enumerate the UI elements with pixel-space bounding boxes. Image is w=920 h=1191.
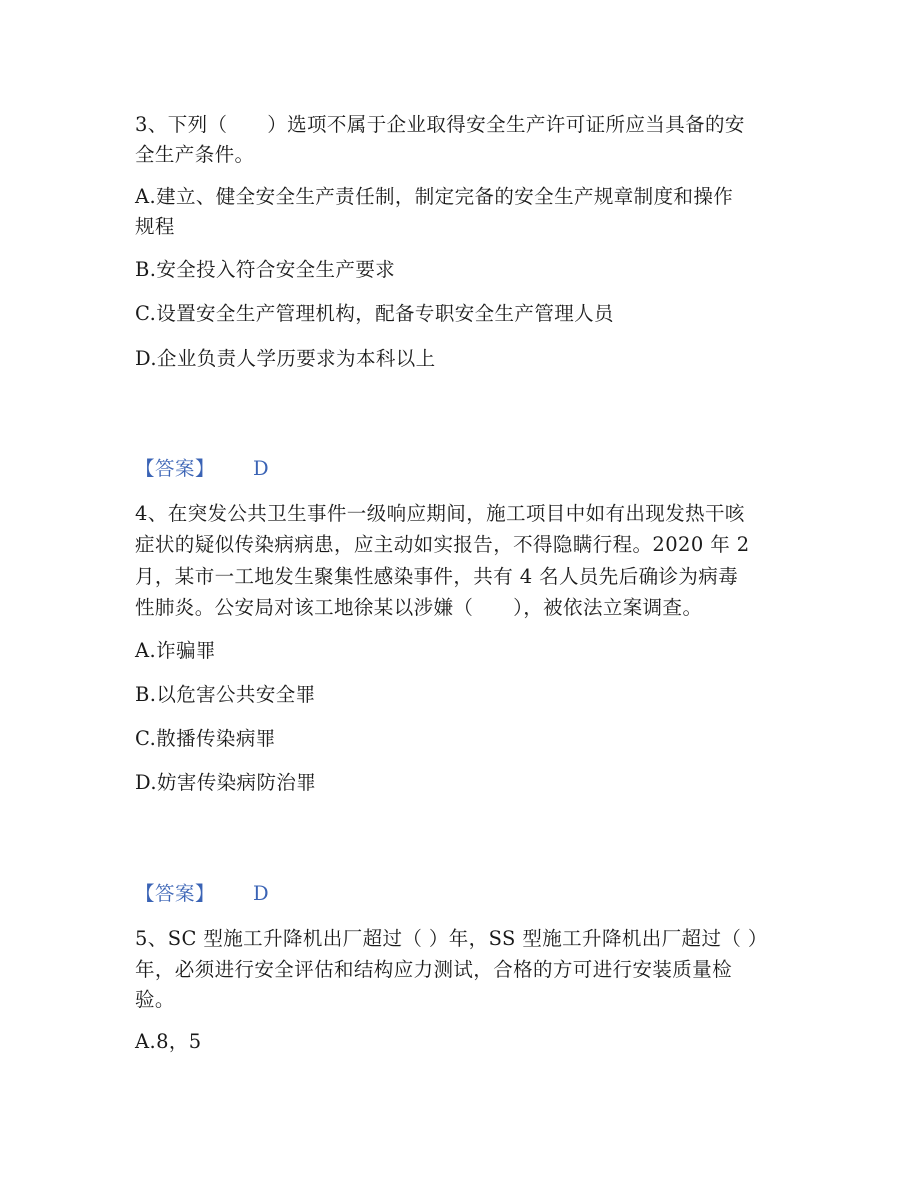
q5-stem-line-2: 年，必须进行安全评估和结构应力测试，合格的方可进行安装质量检 (135, 958, 733, 981)
q5-option-a: A.8，5 (135, 1030, 202, 1053)
q3-option-a-line-2: 规程 (135, 215, 175, 238)
q3-option-a-line-1: A.建立、健全安全生产责任制，制定完备的安全生产规章制度和操作 (135, 185, 734, 208)
q5-stem-line-3: 验。 (135, 988, 175, 1011)
q4-stem-line-4: 性肺炎。公安局对该工地徐某以涉嫌（ ），被依法立案调查。 (135, 596, 703, 619)
q3-option-b: B.安全投入符合安全生产要求 (135, 258, 396, 281)
q3-option-d: D.企业负责人学历要求为本科以上 (135, 347, 436, 370)
q4-stem-line-2: 症状的疑似传染病病患，应主动如实报告，不得隐瞒行程。2020 年 2 (135, 533, 750, 556)
q4-answer-value: D (253, 882, 269, 905)
q3-answer (135, 455, 269, 483)
q4-answer-tag: 【答案】 (135, 882, 216, 905)
q4-stem-line-3: 月，某市一工地发生聚集性感染事件，共有 4 名人员先后确诊为病毒 (135, 565, 739, 588)
q3-stem-line-2: 全生产条件。 (135, 143, 255, 166)
q4-option-b: B.以危害公共安全罪 (135, 683, 316, 706)
q5-stem-line-1: 5、SC 型施工升降机出厂超过（ ）年，SS 型施工升降机出厂超过（ ） (135, 927, 768, 950)
q4-answer (135, 880, 269, 908)
q3-answer-value: D (253, 457, 269, 480)
q4-option-c: C.散播传染病罪 (135, 727, 276, 750)
q3-stem-line-1: 3、下列（ ）选项不属于企业取得安全生产许可证所应当具备的安 (135, 113, 745, 136)
q4-option-d: D.妨害传染病防治罪 (135, 771, 317, 794)
q4-stem-line-1: 4、在突发公共卫生事件一级响应期间，施工项目中如有出现发热干咳 (135, 502, 745, 525)
q3-option-c: C.设置安全生产管理机构，配备专职安全生产管理人员 (135, 302, 614, 325)
q3-answer-tag: 【答案】 (135, 457, 216, 480)
q4-option-a: A.诈骗罪 (135, 639, 216, 662)
